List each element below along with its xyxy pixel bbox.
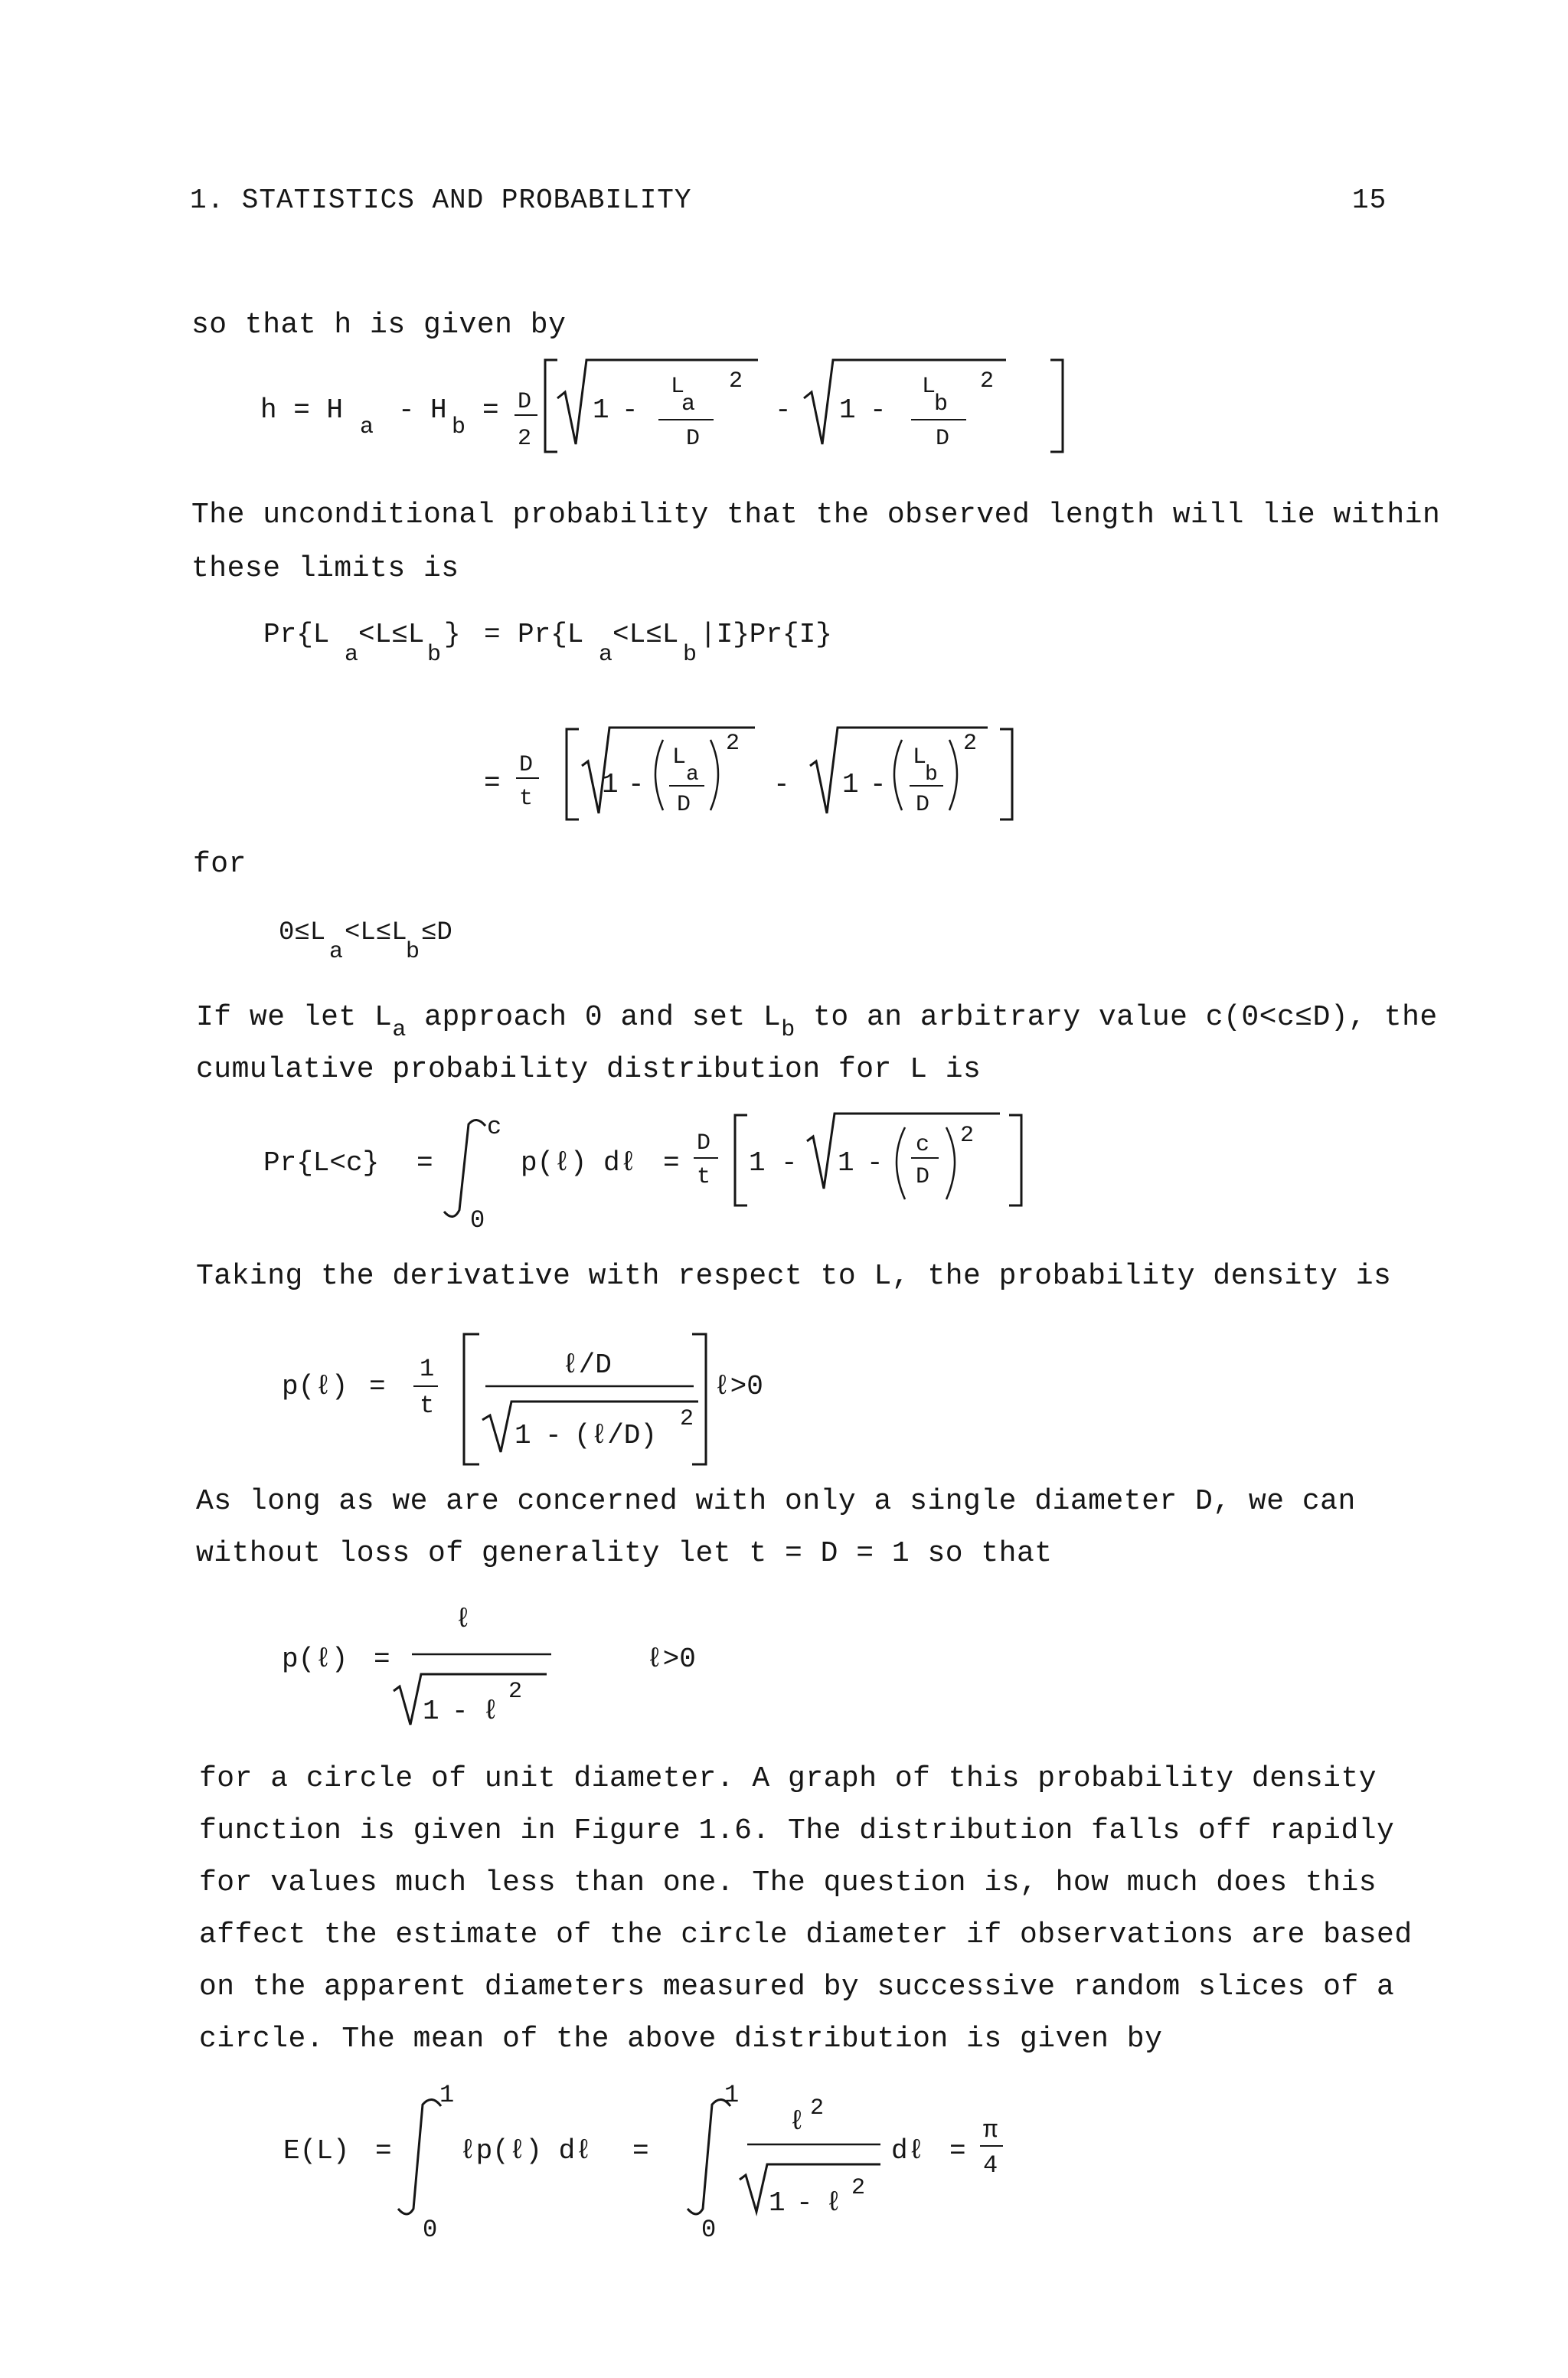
svg-text:=: = [374, 1644, 390, 1675]
svg-text:b: b [925, 763, 938, 787]
text-let-la: If we let L [196, 1001, 393, 1034]
svg-text:1: 1 [420, 1355, 435, 1383]
svg-text:4: 4 [983, 2151, 998, 2180]
svg-text:-: - [628, 769, 645, 800]
svg-text:ℓ: ℓ [482, 1696, 499, 1727]
page-number: 15 [1352, 185, 1387, 216]
svg-text:1: 1 [593, 394, 609, 426]
svg-text:a: a [345, 642, 359, 668]
svg-text:1: 1 [514, 1420, 531, 1451]
paragraph-unit-diameter-line5: on the apparent diameters measured by successive random slices of a [199, 1971, 1395, 2003]
paragraph-single-diameter-line1: As long as we are concerned with only a single diameter D, we can [196, 1485, 1356, 1518]
svg-text:1: 1 [749, 1147, 766, 1179]
svg-text:c: c [487, 1113, 502, 1141]
svg-text:=: = [375, 2135, 392, 2167]
svg-text:-: - [622, 394, 639, 426]
svg-text:h = H: h = H [260, 394, 344, 426]
svg-text:-: - [775, 394, 792, 426]
svg-text:L: L [671, 374, 685, 400]
svg-text:=: = [484, 619, 501, 650]
svg-text:E(L): E(L) [283, 2135, 350, 2167]
svg-text:0: 0 [701, 2216, 717, 2244]
svg-text:1: 1 [842, 769, 859, 800]
svg-text:1: 1 [423, 1696, 439, 1727]
svg-text:b: b [683, 642, 697, 668]
svg-text:b: b [406, 939, 420, 965]
svg-text:t: t [519, 786, 534, 812]
svg-text:<L≤L: <L≤L [358, 619, 425, 650]
svg-text:2: 2 [963, 731, 978, 757]
paragraph-unit-diameter-line1: for a circle of unit diameter. A graph of this probability density [199, 1762, 1377, 1795]
svg-text:a: a [599, 642, 613, 668]
svg-text:1: 1 [839, 394, 856, 426]
paragraph-let-la-line1: If we let $L_a$ approach 0 and set $L_b$ to an arbitrary value c(0<c≤D), the [196, 1001, 1438, 1043]
paragraph-unconditional-line1: The unconditional probability that the observed length will lie within [191, 499, 1441, 532]
svg-text:b: b [427, 642, 442, 668]
svg-text:1: 1 [439, 2081, 455, 2109]
svg-text:<L≤L: <L≤L [345, 918, 407, 947]
svg-text:t: t [697, 1164, 711, 1190]
svg-text:p(ℓ): p(ℓ) [282, 1644, 348, 1675]
svg-text:1: 1 [724, 2081, 740, 2109]
svg-text:2: 2 [980, 368, 995, 394]
svg-text:p(ℓ): p(ℓ) [282, 1371, 348, 1402]
svg-text:=: = [484, 767, 501, 799]
svg-text:D: D [519, 752, 534, 778]
svg-text:Pr{L: Pr{L [263, 619, 330, 650]
svg-text:b: b [452, 414, 466, 440]
svg-text:-: - [796, 2187, 813, 2219]
svg-text:ℓ: ℓ [789, 2106, 805, 2138]
svg-text:2: 2 [960, 1123, 975, 1149]
paragraph-derivative: Taking the derivative with respect to L, the probability density is [196, 1260, 1392, 1293]
svg-text:-: - [870, 769, 887, 800]
svg-text:ℓ>0: ℓ>0 [714, 1371, 763, 1402]
svg-text:2: 2 [851, 2175, 866, 2201]
svg-text:D: D [677, 792, 691, 818]
svg-text:-: - [781, 1147, 798, 1179]
svg-text:-: - [545, 1420, 562, 1451]
svg-text:L: L [922, 374, 936, 400]
chapter-heading: 1. STATISTICS AND PROBABILITY [190, 185, 692, 216]
svg-text:2: 2 [810, 2095, 825, 2121]
svg-text:1: 1 [769, 2187, 786, 2219]
svg-text:ℓ: ℓ [825, 2187, 842, 2219]
svg-text:D: D [916, 1164, 930, 1190]
paragraph-unit-diameter-line6: circle. The mean of the above distribution is given by [199, 2023, 1163, 2056]
svg-text:D: D [916, 792, 930, 818]
svg-text:t: t [420, 1392, 435, 1420]
svg-text:Pr{L: Pr{L [518, 619, 584, 650]
paragraph-intro: so that h is given by [191, 309, 567, 342]
svg-text:H: H [430, 394, 447, 426]
svg-text:<L≤L: <L≤L [612, 619, 679, 650]
text-approach: approach 0 and set L [406, 1001, 782, 1034]
svg-text:p(ℓ) dℓ: p(ℓ) dℓ [521, 1147, 637, 1179]
svg-text:a: a [360, 414, 374, 440]
svg-text:c: c [916, 1132, 930, 1158]
text-arbitrary: to an arbitrary value c(0<c≤D), the [795, 1001, 1438, 1034]
paragraph-unconditional-line2: these limits is [191, 552, 459, 585]
svg-text:ℓ>0: ℓ>0 [646, 1644, 696, 1675]
svg-text:ℓp(ℓ) dℓ: ℓp(ℓ) dℓ [459, 2135, 592, 2167]
svg-text:=: = [369, 1371, 386, 1402]
svg-text:2: 2 [518, 426, 532, 452]
svg-text:=: = [632, 2135, 649, 2167]
svg-text:a: a [686, 763, 699, 787]
svg-text:=: = [482, 394, 499, 426]
svg-text:0: 0 [470, 1206, 485, 1235]
svg-text:=: = [663, 1147, 680, 1179]
svg-text:-: - [773, 769, 790, 800]
paragraph-let-la-line2: cumulative probability distribution for L is [196, 1053, 982, 1086]
svg-text:2: 2 [729, 368, 743, 394]
svg-text:a: a [681, 391, 696, 417]
svg-text:-: - [398, 394, 415, 426]
svg-text:D: D [936, 426, 950, 452]
svg-text:-: - [452, 1696, 469, 1727]
svg-text:0≤L: 0≤L [279, 918, 326, 947]
svg-text:=: = [949, 2135, 966, 2167]
svg-text:2: 2 [508, 1679, 523, 1705]
svg-text:1: 1 [838, 1147, 854, 1179]
svg-text:ℓ/D: ℓ/D [562, 1349, 612, 1381]
paragraph-unit-diameter-line4: affect the estimate of the circle diameter if observations are based [199, 1918, 1413, 1951]
svg-text:D: D [686, 426, 701, 452]
svg-text:2: 2 [726, 731, 740, 757]
svg-text:b: b [934, 391, 949, 417]
svg-text:L: L [672, 744, 687, 770]
svg-text:a: a [329, 939, 344, 965]
svg-text:0: 0 [423, 2216, 438, 2244]
svg-text:π: π [983, 2116, 998, 2144]
svg-text:D: D [518, 389, 532, 415]
svg-text:≤D: ≤D [421, 918, 452, 947]
svg-text:(ℓ/D): (ℓ/D) [574, 1420, 658, 1451]
svg-text:2: 2 [680, 1406, 694, 1432]
svg-text:Pr{L<c}: Pr{L<c} [263, 1147, 380, 1179]
paragraph-single-diameter-line2: without loss of generality let t = D = 1 so that [196, 1537, 1053, 1570]
svg-text:1: 1 [602, 769, 619, 800]
paragraph-for: for [193, 848, 247, 881]
svg-text:ℓ: ℓ [455, 1604, 472, 1635]
svg-text:dℓ: dℓ [891, 2135, 925, 2167]
svg-text:-: - [867, 1147, 884, 1179]
paragraph-unit-diameter-line3: for values much less than one. The question is, how much does this [199, 1866, 1377, 1899]
svg-text:}: } [444, 619, 461, 650]
paragraph-unit-diameter-line2: function is given in Figure 1.6. The distribution falls off rapidly [199, 1814, 1395, 1847]
svg-text:L: L [913, 744, 927, 770]
svg-text:D: D [697, 1130, 711, 1156]
svg-text:=: = [416, 1147, 433, 1179]
svg-text:-: - [870, 394, 887, 426]
svg-text:|I}Pr{I}: |I}Pr{I} [700, 619, 832, 650]
